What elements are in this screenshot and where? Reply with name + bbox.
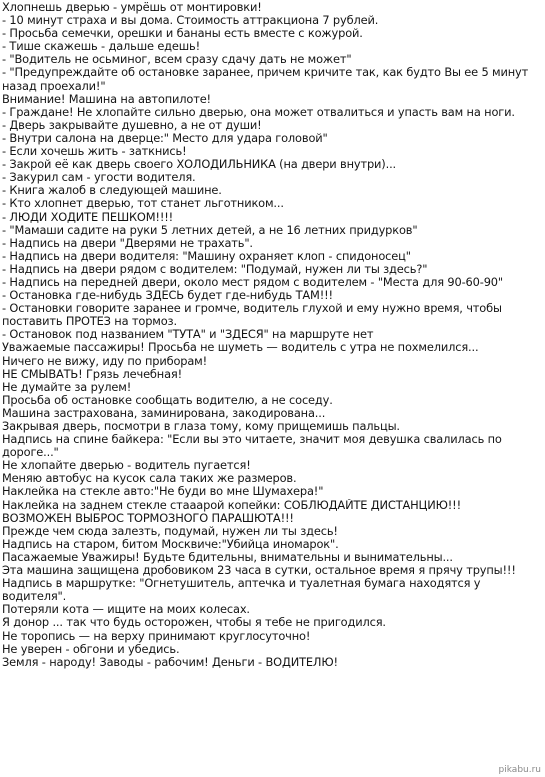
text-line: Наклейка на стекле авто:"Не буди во мне Шумахера!" [2, 485, 324, 499]
text-line: - Надпись на двери водителя: "Машину охраняет клоп - спидоносец" [2, 249, 411, 263]
text-line: - 10 минут страха и вы дома. Стоимость аттракциона 7 рублей. [2, 14, 379, 28]
text-line: поставить ПРОТЕЗ на тормоз. [2, 315, 177, 329]
text-line: - Остановок под названием "ТУТА" и "ЗДЕСЯ" на маршруте нет [2, 328, 374, 342]
text-line: - Закрой её как дверь своего ХОЛОДИЛЬНИКА (на двери внутри)... [2, 158, 397, 172]
text-line: - Дверь закрывайте душевно, а не от души! [2, 118, 262, 132]
text-line: - Книга жалоб в следующей машине. [2, 184, 222, 198]
text-line: Не хлопайте дверью - водитель пугается! [2, 459, 251, 473]
text-line: - Кто хлопнет дверью, тот станет льготником... [2, 197, 284, 211]
text-line: Не уверен - обгони и убедись. [2, 642, 180, 656]
text-line: - Граждане! Не хлопайте сильно дверью, она может отвалиться и упасть вам на ноги. [2, 105, 515, 119]
text-line: - Надпись на передней двери, около мест рядом с водителем - "Места для 90-60-90" [2, 275, 503, 289]
text-line: - Тише скажешь - дальше едешь! [2, 40, 201, 54]
text-line: Меняю автобус на кусок сала таких же размеров. [2, 472, 297, 486]
text-document [2, 1, 543, 669]
text-line: Закрывая дверь, посмотри в глаза тому, кому прищемишь пальцы. [2, 420, 400, 433]
text-line: Потеряли кота — ищите на моих колесах. [2, 603, 250, 617]
text-line: - Внутри салона на дверце:" Место для удара головой" [2, 131, 328, 145]
text-line: Уважаемые пассажиры! Просьба не шуметь — водитель с утра не похмелился... [2, 341, 479, 355]
text-line: ВОЗМОЖЕН ВЫБРОС ТОРМОЗНОГО ПАРАШЮТА!!! [2, 511, 294, 525]
text-line: - Просьба семечки, орешки и бананы есть вместе с кожурой. [2, 27, 363, 41]
text-line: Надпись на старом, битом Москвиче:"Убийца иномарок". [2, 537, 339, 551]
text-line: Земля - народу! Заводы - рабочим! Деньги - ВОДИТЕЛЮ! [2, 655, 338, 669]
text-line: Прежде чем сюда залезть, подумай, нужен ли ты здесь! [2, 524, 338, 538]
text-line: Внимание! Машина на автопилоте! [2, 92, 211, 106]
text-line: Пасажаемые Уважиры! Будьте бдительны, внимательны и вынимательны... [2, 550, 453, 564]
text-line: - Остановки говорите заранее и громче, водитель глухой и ему нужно время, чтобы [2, 302, 502, 316]
text-line: - ЛЮДИ ХОДИТЕ ПЕШКОМ!!!! [2, 210, 174, 224]
text-line: - "Мамаши садите на руки 5 летних детей, а не 16 летних придурков" [2, 223, 418, 237]
text-line: Эта машина защищена дробовиком 23 часа в сутки, остальное время я прячу трупы!!! [2, 564, 516, 578]
text-line: - Остановка где-нибудь ЗДЕСЬ будет где-нибудь ТАМ!!! [2, 289, 333, 303]
text-line: Просьба об остановке сообщать водителю, а не соседу. [2, 393, 333, 407]
text-line: дороге..." [2, 446, 59, 460]
text-line: водителя". [2, 590, 67, 604]
text-line: - Если хочешь жить - заткнись! [2, 145, 187, 159]
text-line: Хлопнешь дверью - умрёшь от монтировки! [2, 1, 262, 14]
text-line: - Надпись на двери "Дверями не трахать". [2, 236, 253, 250]
text-line: Я донор ... так что будь осторожен, чтобы я тебе не пригодился. [2, 616, 386, 630]
text-line: НЕ СМЫВАТЬ! Грязь лечебная! [2, 367, 183, 381]
text-line: - Закурил сам - угости водителя. [2, 171, 196, 185]
text-line: Ничего не вижу, иду по приборам! [2, 354, 208, 368]
text-line: Наклейка на заднем стекле стааарой копейки: СОБЛЮДАЙТЕ ДИСТАНЦИЮ!!! [2, 498, 462, 512]
text-line: Надпись в маршрутке: "Огнетушитель, аптечка и туалетная бумага находятся у [2, 577, 481, 591]
text-line: Не торопись — на верху принимают круглосуточно! [2, 629, 311, 643]
text-line: - Надпись на двери рядом с водителем: "Подумай, нужен ли ты здесь?" [2, 262, 428, 276]
watermark: pikabu.ru [498, 765, 541, 775]
text-line: Машина застрахована, заминирована, закодирована... [2, 406, 326, 420]
text-line: назад проехали!" [2, 79, 106, 93]
text-line: Не думайте за рулем! [2, 380, 132, 394]
text-line: - "Предупреждайте об остановке заранее, причем кричите так, как будто Вы ее 5 минут [2, 66, 529, 80]
text-line: - "Водитель не осьминог, всем сразу сдачу дать не может" [2, 53, 352, 67]
text-line: Надпись на спине байкера: "Если вы это читаете, значит моя девушка свалилась по [2, 433, 502, 447]
